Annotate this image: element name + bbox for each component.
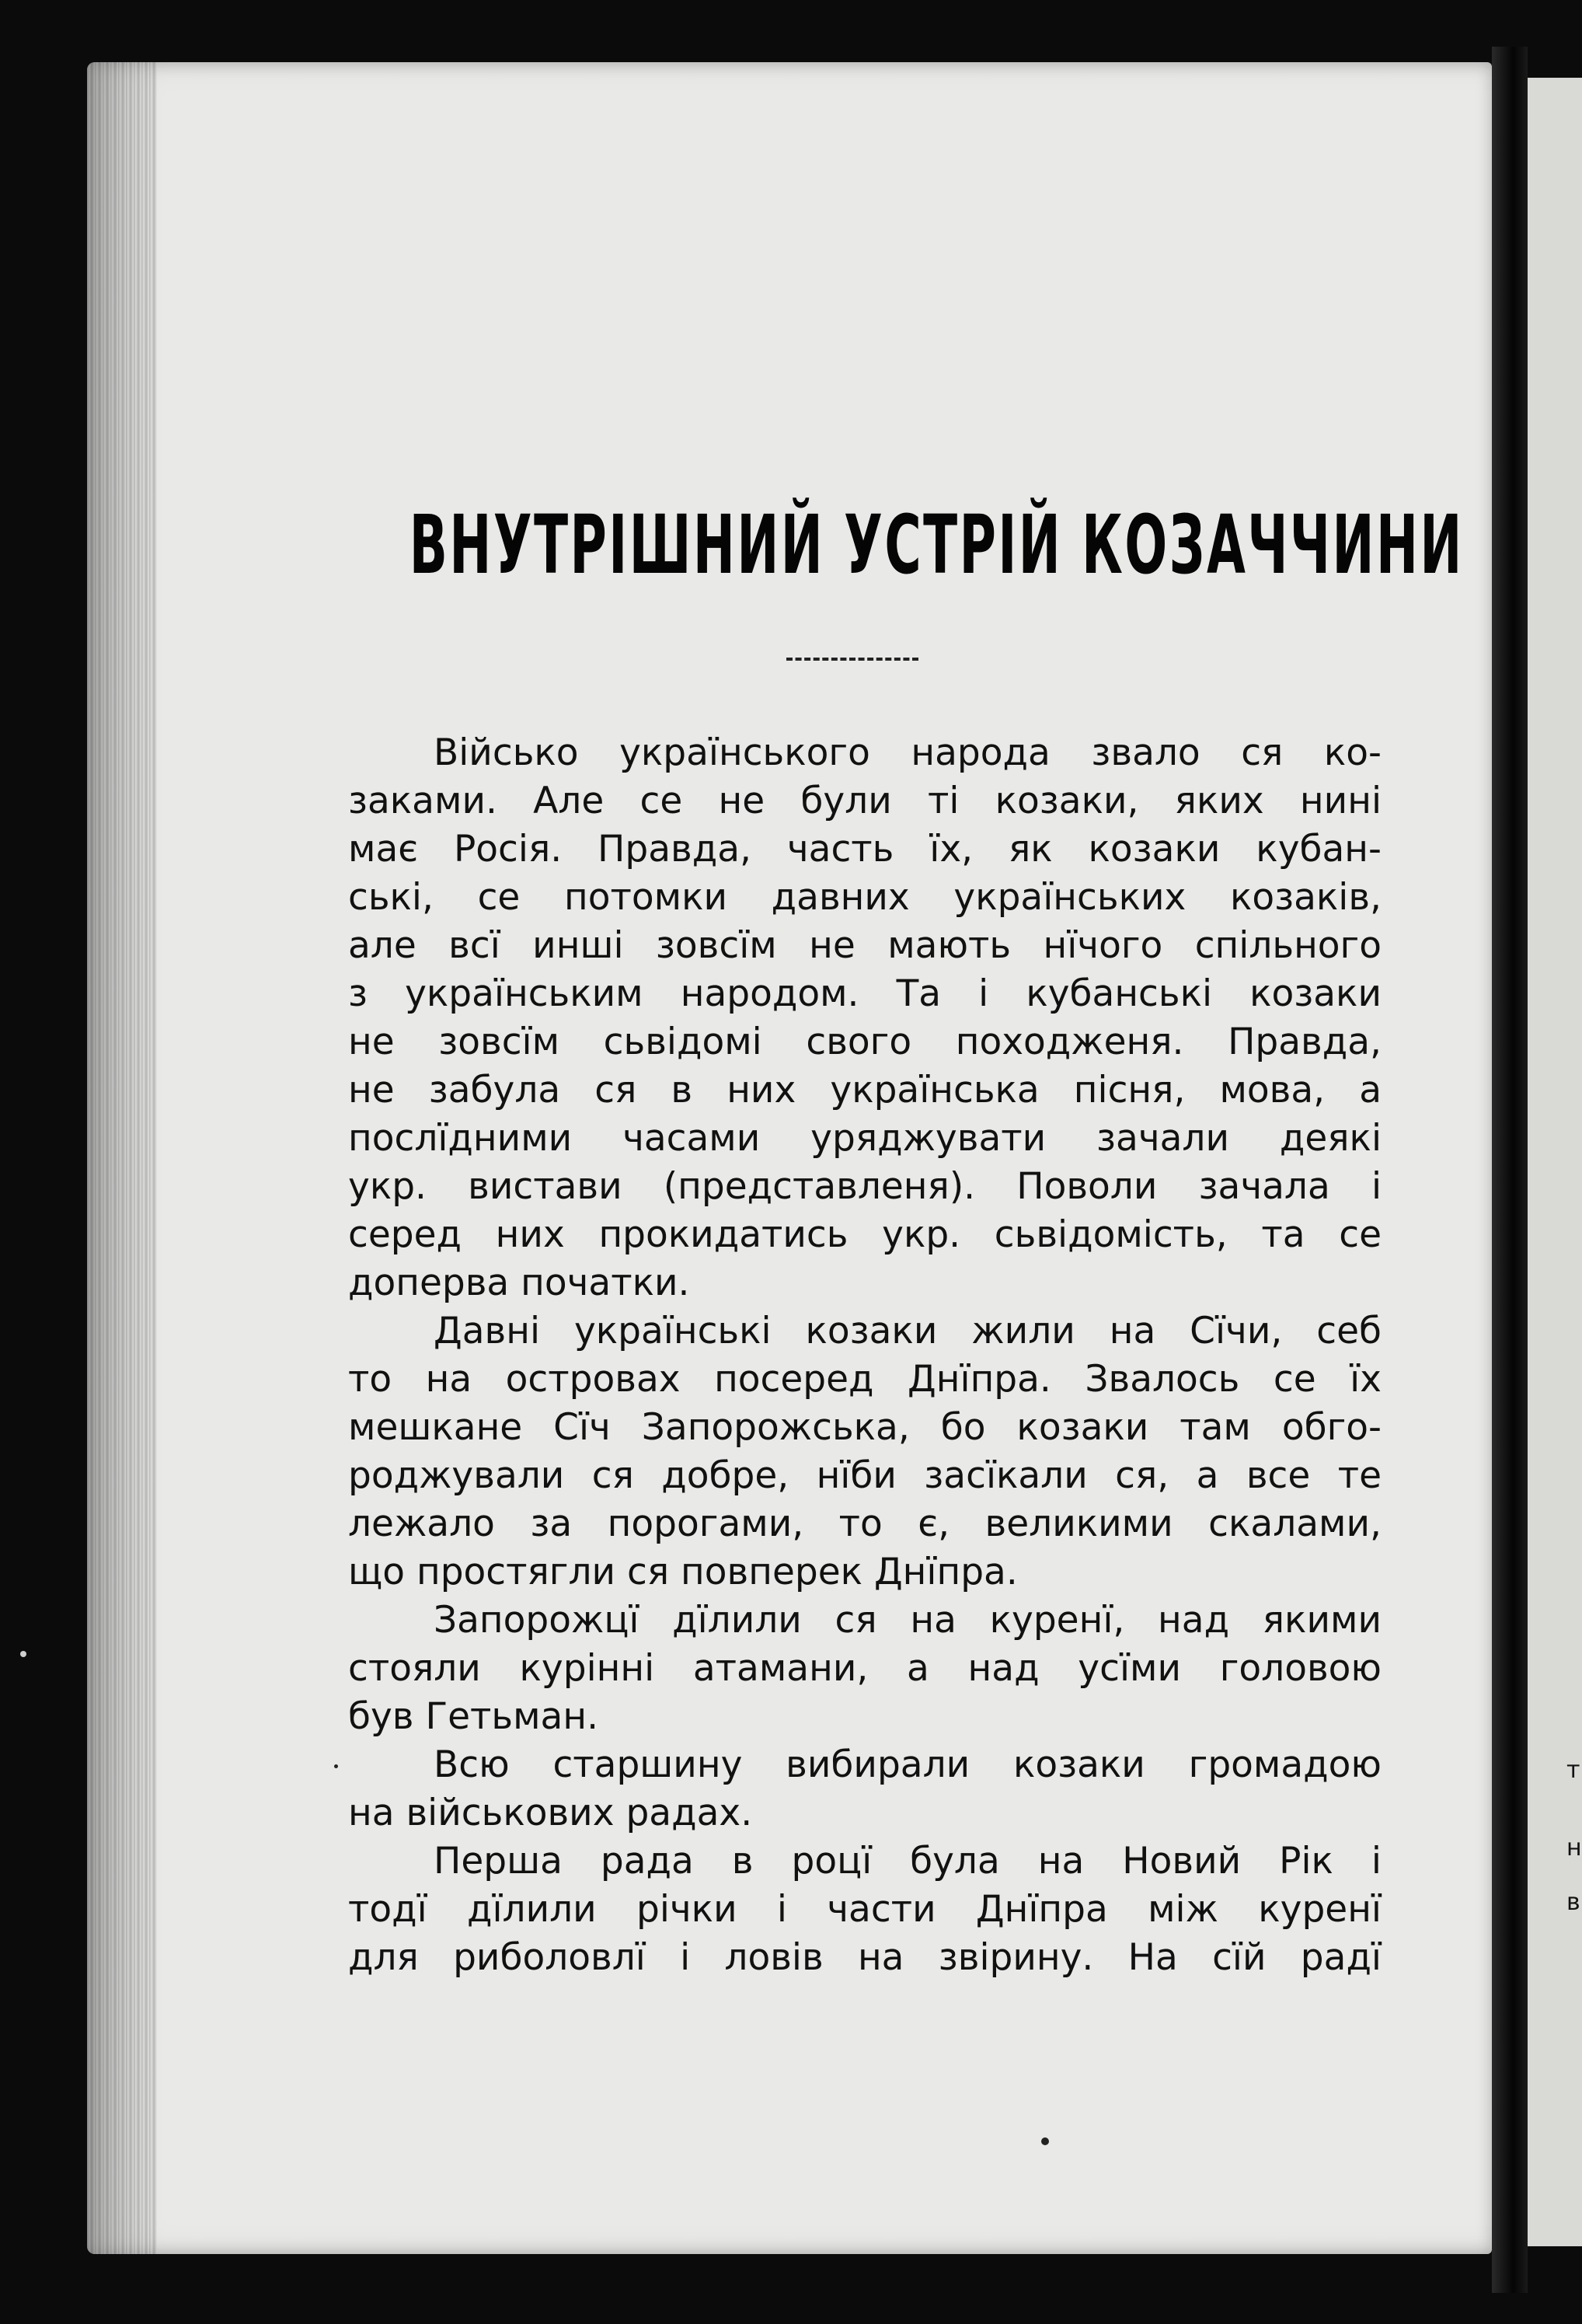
scan-speck: [20, 1651, 26, 1657]
book-gutter: [1492, 47, 1528, 2293]
chapter-title: ВНУТРІШНИЙ УСТРІЙ КОЗАЧЧИНИ: [409, 497, 1464, 592]
text-line: але всї инші зовсїм не мають нїчого спільного: [348, 924, 1382, 967]
adjacent-page-fragment: т: [1566, 1757, 1580, 1784]
ink-speck: [1041, 2137, 1049, 2145]
text-line: мешкане Сїч Запорожська, бо козаки там обго-: [348, 1406, 1382, 1449]
text-line: Всю старшину вибирали козаки громадою: [434, 1743, 1382, 1786]
text-line: стояли курінні атамани, а над усїми головою: [348, 1647, 1382, 1690]
page-fore-edge: [87, 62, 157, 2254]
text-line: роджували ся добре, нїби засїкали ся, а все те: [348, 1454, 1382, 1497]
text-line: з українським народом. Та і кубанські козаки: [348, 972, 1382, 1015]
text-line: то на островах посеред Днїпра. Звалось се їх: [348, 1358, 1382, 1401]
title-divider: [786, 658, 918, 661]
text-line: ські, се потомки давних українських козаків,: [348, 876, 1382, 919]
text-line: не забула ся в них українська пісня, мова, а: [348, 1069, 1382, 1111]
page-body-text: [348, 729, 1382, 1982]
text-line: був Гетьман.: [348, 1695, 599, 1738]
text-line: Давні українські козаки жили на Сїчи, себ: [434, 1310, 1382, 1352]
adjacent-page-fragment: н: [1566, 1834, 1582, 1862]
text-line: укр. вистави (представленя). Поволи зачала і: [348, 1165, 1382, 1208]
text-line: Запорожцї дїлили ся на куренї, над якими: [434, 1599, 1382, 1642]
text-line: тодї дїлили річки і части Днїпра між куренї: [348, 1888, 1382, 1931]
text-line: заками. Але се не були ті козаки, яких нині: [348, 780, 1382, 822]
text-line: для риболовлї і ловів на звірину. На сїй радї: [348, 1936, 1382, 1979]
text-line: послїдними часами уряджувати зачали деякі: [348, 1117, 1382, 1160]
adjacent-page-edge: [1528, 78, 1582, 2246]
text-line: лежало за порогами, то є, великими скалами,: [348, 1502, 1382, 1545]
text-line: серед них прокидатись укр. сьвідомість, та се: [348, 1213, 1382, 1256]
text-line: Військо українського народа звало ся ко-: [434, 731, 1382, 774]
text-line: Перша рада в роцї була на Новий Рік і: [434, 1840, 1382, 1883]
text-line: не зовсїм сьвідомі свого походженя. Правда,: [348, 1021, 1382, 1063]
text-line: має Росія. Правда, часть їх, як козаки кубан-: [348, 828, 1382, 871]
adjacent-page-fragment: в: [1566, 1889, 1580, 1916]
text-line: що простягли ся повперек Днїпра.: [348, 1551, 1018, 1593]
ink-speck: [334, 1764, 338, 1768]
text-line: на військових радах.: [348, 1792, 753, 1834]
text-line: доперва початки.: [348, 1261, 690, 1304]
